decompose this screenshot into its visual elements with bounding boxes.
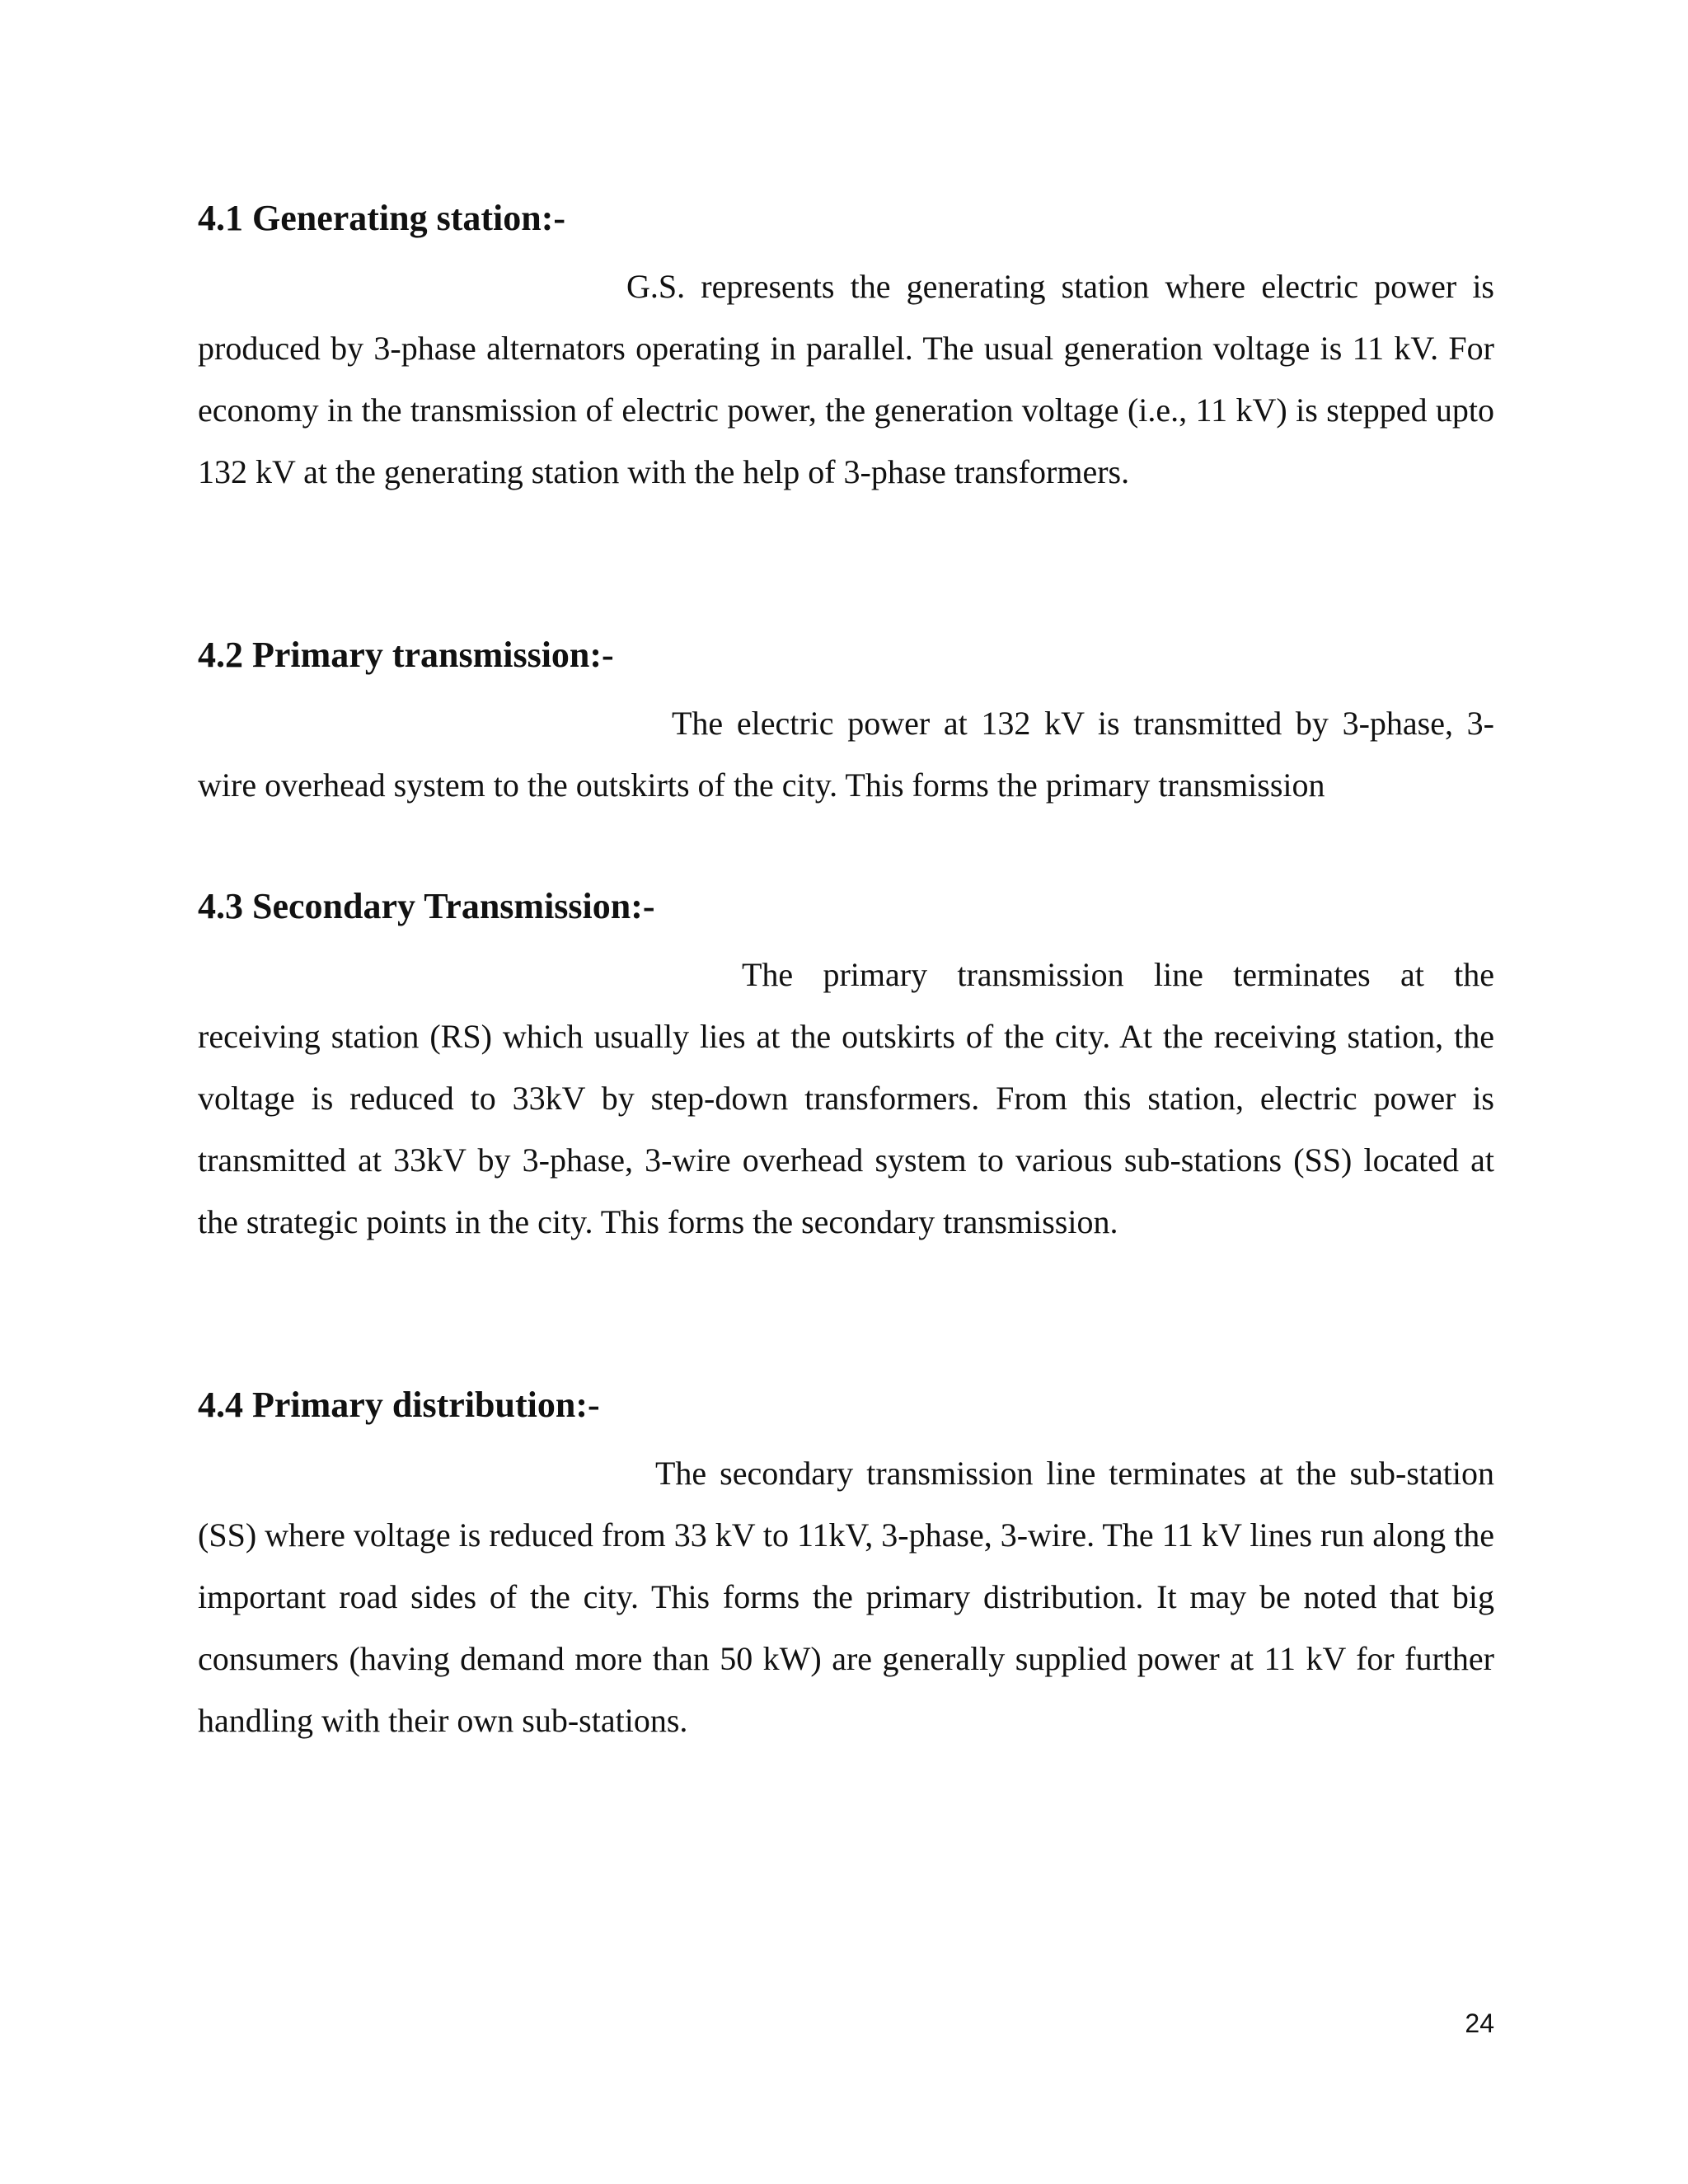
section-body: The electric power at 132 kV is transmitted by 3-phase, 3-wire overhead system to the outskirts of the city. This forms the primary transmission	[198, 705, 1494, 804]
section-heading: 4.3 Secondary Transmission:-	[198, 886, 655, 926]
section-body: The secondary transmission line terminates at the sub-station (SS) where voltage is reduced from 33 kV to 11kV, 3-phase, 3-wire. The 11 kV lines run along the important road sides of the city. This forms the primary distribution. It may be noted that big consumers (having demand more than 50 kW) are generally supplied power at 11 kV for further handling with their own sub-stations.	[198, 1455, 1494, 1739]
section-generating-station	[198, 194, 1494, 503]
section-body: The primary transmission line terminates at the receiving station (RS) which usually lies at the outskirts of the city. At the receiving station, the voltage is reduced to 33kV by step-down transformers. From this station, electric power is transmitted at 33kV by 3-phase, 3-wire overhead system to various sub-stations (SS) located at the strategic points in the city. This forms the secondary transmission.	[198, 956, 1494, 1240]
section-body: G.S. represents the generating station where electric power is produced by 3-phase alternators operating in parallel. The usual generation voltage is 11 kV. For economy in the transmission of electric power, the generation voltage (i.e., 11 kV) is stepped upto 132 kV at the generating station with the help of 3-phase transformers.	[198, 268, 1494, 490]
document-page	[198, 0, 1494, 2184]
section-primary-distribution	[198, 1380, 1494, 1751]
section-heading: 4.1 Generating station:-	[198, 198, 566, 238]
section-primary-transmission	[198, 630, 1494, 816]
section-heading: 4.2 Primary transmission:-	[198, 635, 614, 675]
section-heading: 4.4 Primary distribution:-	[198, 1385, 600, 1425]
section-secondary-transmission	[198, 882, 1494, 1253]
page-number: 24	[1465, 2008, 1494, 2038]
